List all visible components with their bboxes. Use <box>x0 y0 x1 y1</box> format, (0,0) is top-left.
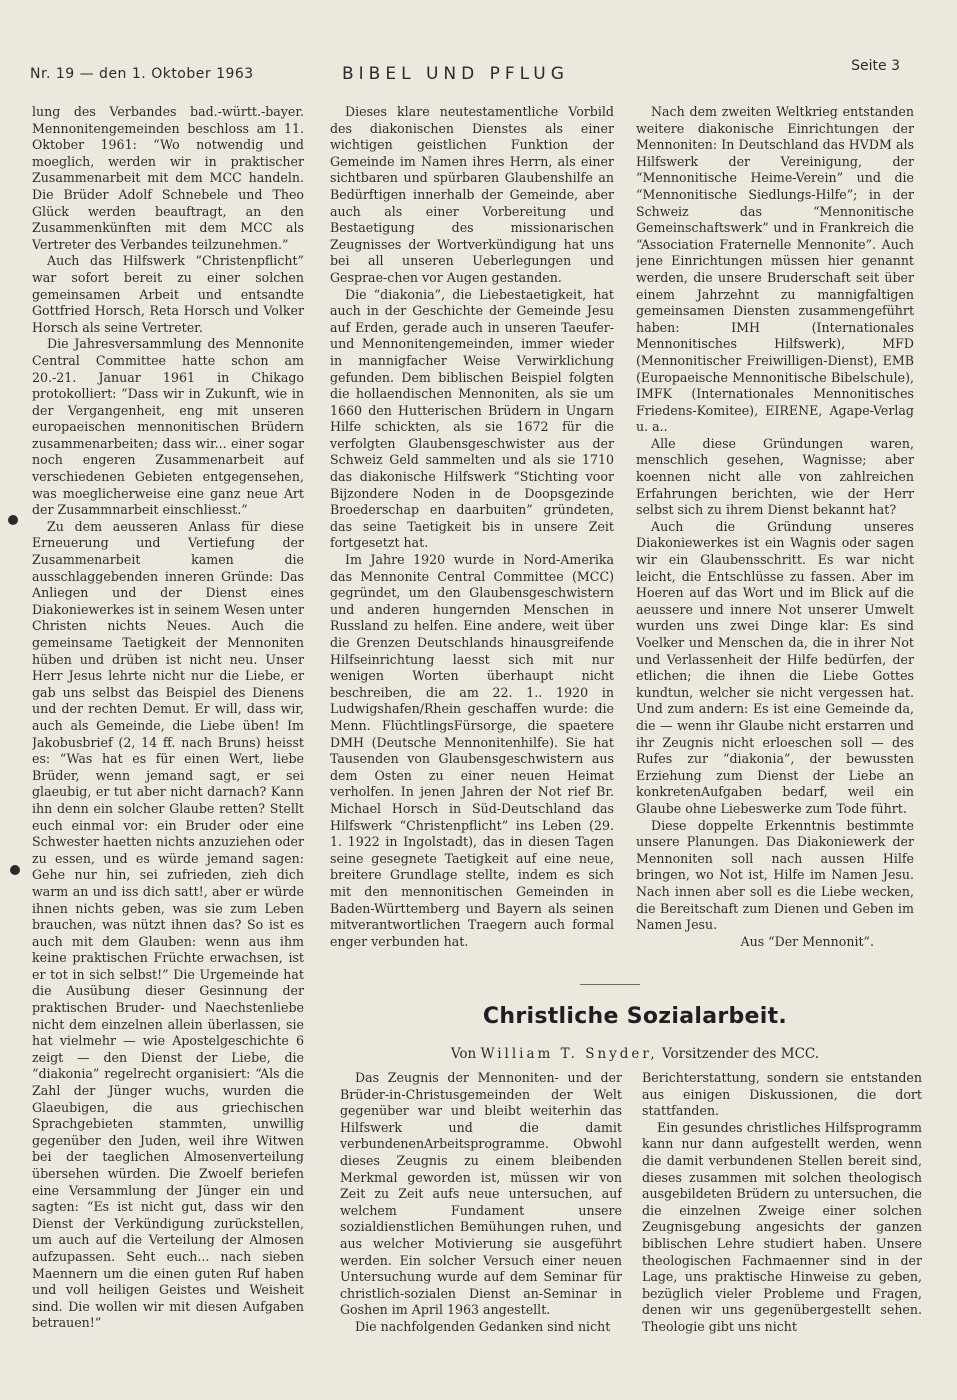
column-3 <box>636 104 914 964</box>
paragraph: Nach dem zweiten Weltkrieg entstanden weitere diakonische Einrichtungen der Mennoniten: In Deutschland das HVDM als Hilfswerk der Vereinigung, der “Mennonitische Heime-Verein” und die “Mennonitische Siedlungs-Hilfe”; in der Schweiz das “Mennonitische Gemeinschaftswerk” und in Frankreich die “Association Fraternelle Mennonite”. Auch jene Einrichtungen müssen hier genannt werden, die unsere Bruderschaft seit über einem Jahrzehnt zu mannigfaltigen gemeinsamen Diensten zusammengeführt haben: IMH (Internationales Mennonitisches Hilfswerk), MFD (Mennonitischer Freiwilligen-Dienst), EMB (Europaeische Mennonitische Bibelschule), IMFK (Internationales Mennonitisches Friedens-Komitee), EIRENE, Agape-Verlag u. a.. <box>636 104 914 435</box>
column-5 <box>642 1070 922 1370</box>
paragraph: lung des Verbandes bad.-württ.-bayer. Mennonitengemeinden beschloss am 11. Oktober 1961: “Wo notwendig und moeglich, werden wir in praktischer Zusammenarbeit mit dem MCC handeln. Die Brüder Adolf Schnebele und Theo Glück werden beauftragt, an den Zusammenkünften mit dem MCC als Vertreter des Verbandes teilzunehmen.” <box>32 104 304 252</box>
paragraph: Auch das Hilfswerk “Christenpflicht” war sofort bereit zu einer solchen gemeinsamen Arbeit und entsandte Gottfried Horsch, Reta Horsch und Volker Horsch als seine Vertreter. <box>32 253 304 335</box>
issue-date: Nr. 19 — den 1. Oktober 1963 <box>30 66 254 82</box>
column-1 <box>32 104 304 1364</box>
masthead-title: BIBEL UND PFLUG <box>342 64 569 84</box>
section-divider <box>580 984 640 985</box>
page-number: Seite 3 <box>851 58 900 74</box>
byline-role: Vorsitzender des MCC. <box>661 1046 820 1062</box>
paragraph: Dieses klare neutestamentliche Vorbild des diakonischen Dienstes als einer wichtigen geistlichen Funktion der Gemeinde im Namen ihres Herrn, als einer sichtbaren und spürbaren Glaubenshilfe an Bedürftigen innerhalb der Gemeinde, aber auch als einer Vorbereitung und Bestaetigung des missionarischen Zeugnisses der Wortverkündigung hat uns bei all unseren Ueberlegungen und Gesprae-chen vor Augen gestanden. <box>330 104 614 285</box>
paragraph: Zu dem aeusseren Anlass für diese Erneuerung und Vertiefung der Zusammenarbeit kamen die ausschlaggebenden inneren Gründe: Das Anliegen und der Dienst eines Diakoniewerkes ist in seinem Wesen unter Christen nichts Neues. Auch die gemeinsame Taetigkeit der Mennoniten hüben und drüben ist nicht neu. Unser Herr Jesus lehrte nicht nur die Liebe, er gab uns selbst das Beispiel des Dienens und der rechten Demut. Er will, dass wir, auch als Gemeinde, die Liebe üben! Im Jakobusbrief (2, 14 ff. nach Bruns) heisst es: “Was hat es für einen Wert, liebe Brüder, wenn jemand sagt, er sei glaeubig, er tut aber nicht darnach? Kann ihn denn ein solcher Glaube retten? Stellt euch einmal vor: ein Bruder oder eine Schwester haetten nichts anzuziehen oder zu essen, und es würde jemand sagen: Gehe nur hin, sei zufrieden, zieh dich warm an und iss dich satt!, aber er würde ihnen nichts geben, was sie zum Leben brauchen, was nützt ihnen das? So ist es auch mit dem Glauben: wenn aus ihm keine praktischen Früchte erwachsen, ist er tot in sich selbst!” Die Urgemeinde hat die Ausübung dieser Gesinnung der praktischen Bruder- und Naechstenliebe nicht dem einzelnen allein überlassen, sie hat vielmehr — wie Apostelgeschichte 6 zeigt — den Dienst der Liebe, die “diakonia” regelrecht organisiert: “Als die Zahl der Jünger wuchs, wurden die Glaeubigen, die aus griechischen Sprachgebieten stammten, unwillig gegenüber den Juden, weil ihre Witwen bei der taeglichen Almosenverteilung übersehen würden. Die Zwoelf beriefen eine Versammlung der Jünger ein und sagten: “Es ist nicht gut, dass wir den Dienst der Verkündigung zurückstellen, um auch auf die Verteilung der Almosen aufzupassen. Seht euch... nach sieben Maennern um die einen guten Ruf haben und voll heiligen Geistes und Weisheit sind. Die wollen wir mit diesen Aufgaben betrauen!” <box>32 518 304 1331</box>
column-2 <box>330 104 614 972</box>
paragraph: Die “diakonia”, die Liebestaetigkeit, hat auch in der Geschichte der Gemeinde Jesu auf Erden, gerade auch in unseren Taeufer- und Mennonitengemeinden, immer wieder in mannigfacher Weise Verwirklichung gefunden. Dem biblischen Beispiel folgten die hollaendischen Mennoniten, als sie um 1660 den Hutterischen Brüdern in Ungarn Hilfe schickten, als sie 1672 für die verfolgten Glaubensgeschwister aus der Schweiz Geld sammelten und als sie 1710 das diakonische Hilfswerk “Stichting voor Bijzondere Noden in de Doopsgezinde Broederschap en daarbuiten” gründeten, das seine Taetigkeit bis in unsere Zeit fortgesetzt hat. <box>330 286 614 551</box>
column-4 <box>340 1070 622 1370</box>
punch-hole-bottom <box>10 865 20 875</box>
paragraph: Die Jahresversammlung des Mennonite Central Committee hatte schon am 20.-21. Januar 1961 in Chikago protokolliert: “Dass wir in Zukunft, wie in der Vergangenheit, eng mit unseren europaeischen mennonitischen Brüdern zusammenarbeiten; dass wir... einer sogar noch engeren Zusammenarbeit auf verschiedenen Gebieten entgegensehen, was moeglicherweise eine ganz neue Art der Zusammnarbeit einschliesst.” <box>32 336 304 518</box>
paragraph: Die nachfolgenden Gedanken sind nicht <box>355 1318 611 1334</box>
punch-hole-top <box>8 515 18 525</box>
running-header <box>30 58 900 88</box>
paragraph: Ein gesundes christliches Hilfsprogramm kann nur dann aufgestellt werden, wenn die damit verbundenen Stellen bereit sind, dieses zusammen mit solchen theologisch ausgebildeten Brüdern zu untersuchen, die die einzelnen Zweige einer solchen Zeugnisgebung angesichts der ganzen biblischen Lehre studiert haben. Unsere theologischen Fachmaenner sind in der Lage, uns praktische Hinweise zu geben, bezüglich vieler Probleme und Fragen, denen wir uns gegenübergestellt sehen. Theologie gibt uns nicht <box>642 1119 922 1334</box>
article-title: Christliche Sozialarbeit. <box>482 1004 788 1029</box>
byline-author: William T. Snyder, <box>480 1046 658 1062</box>
paragraph: Das Zeugnis der Mennoniten- und der Brüder-in-Christusgemeinden der Welt gegenüber war und bleibt weiterhin das Hilfswerk und die damit verbundenenArbeitsprogramme. Obwohl dieses Zeugnis zu einem bleibenden Merkmal geworden ist, müssen wir von Zeit zu Zeit aufs neue untersuchen, auf welchem Fundament unsere sozialdienstlichen Bemühungen ruhen, und aus welcher Motivierung sie ausgeführt werden. Ein solcher Versuch einer neuen Untersuchung wurde auf dem Seminar für christlich-sozialen Dienst an-Seminar in Goshen im April 1963 angestellt. <box>340 1070 622 1318</box>
paragraph: Auch die Gründung unseres Diakoniewerkes ist ein Wagnis oder sagen wir ein Glaubensschritt. Es war nicht leicht, die Entschlüsse zu fassen. Aber im Hoeren auf das Wort und im Blick auf die aeussere und innere Not unserer Umwelt wurden uns zwei Dinge klar: Es sind Voelker und Menschen da, die in ihrer Not und Verlassenheit der Hilfe bedürfen, der etlichen; die ihnen die Liebe Gottes kundtun, welcher sie nicht vergessen hat. Und zum andern: Es ist eine Gemeinde da, die — wenn ihr Glaube nicht erstarren und ihr Zeugnis nicht erloeschen soll — des Rufes zur “diakonia”, der bewussten Erziehung zum Dienst der Liebe an konkretenAufgaben bedarf, weil ein Glaube ohne Liebeswerke zum Tode führt. <box>636 518 914 816</box>
paragraph: Im Jahre 1920 wurde in Nord-Amerika das Mennonite Central Committee (MCC) gegründet, um den Glaubensgeschwistern und anderen hungernden Menschen in Russland zu helfen. Eine andere, weit über die Grenzen Deutschlands hinausgreifende Hilfseinrichtung laesst sich mit nur wenigen Worten überhaupt nicht beschreiben, die am 22. 1.. 1920 in Ludwigshafen/Rhein geschaffen wurde: die Menn. FlüchtlingsFürsorge, die spaetere DMH (Deutsche Mennonitenhilfe). Sie hat Tausenden von Glaubensgeschwistern aus dem Osten zu einer neuen Heimat verholfen. In jenen Jahren der Not rief Br. Michael Horsch in Süd-Deutschland das Hilfswerk “Christenpflicht” ins Leben (29. 1. 1922 in Ingolstadt), das in diesen Tagen seine gesegnete Taetigkeit auf eine neue, breitere Grundlage stellte, indem es sich mit den mennonitischen Gemeinden in Baden-Württemberg und Bayern als seinen mitverantwortlichen Traegern auch formal enger verbunden hat. <box>330 552 614 949</box>
article-byline <box>330 1046 940 1068</box>
paragraph: Alle diese Gründungen waren, menschlich gesehen, Wagnisse; aber koennen nicht alle von zahlreichen Erfahrungen berichten, wie der Herr selbst sich zu ihrem Dienst bekannt hat? <box>636 435 914 518</box>
paragraph: Berichterstattung, sondern sie entstanden aus einigen Diskussionen, die dort stattfanden. <box>642 1070 922 1119</box>
byline-prefix: Von <box>450 1046 477 1062</box>
source-credit: Aus “Der Mennonit”. <box>740 933 874 949</box>
paragraph: Diese doppelte Erkenntnis bestimmte unsere Planungen. Das Diakoniewerk der Mennoniten soll nach aussen Hilfe bringen, wo Not ist, Hilfe im Namen Jesu. Nach innen aber soll es die Liebe wecken, die Bereitschaft zum Dienen und Geben im Namen Jesu. <box>636 817 914 933</box>
